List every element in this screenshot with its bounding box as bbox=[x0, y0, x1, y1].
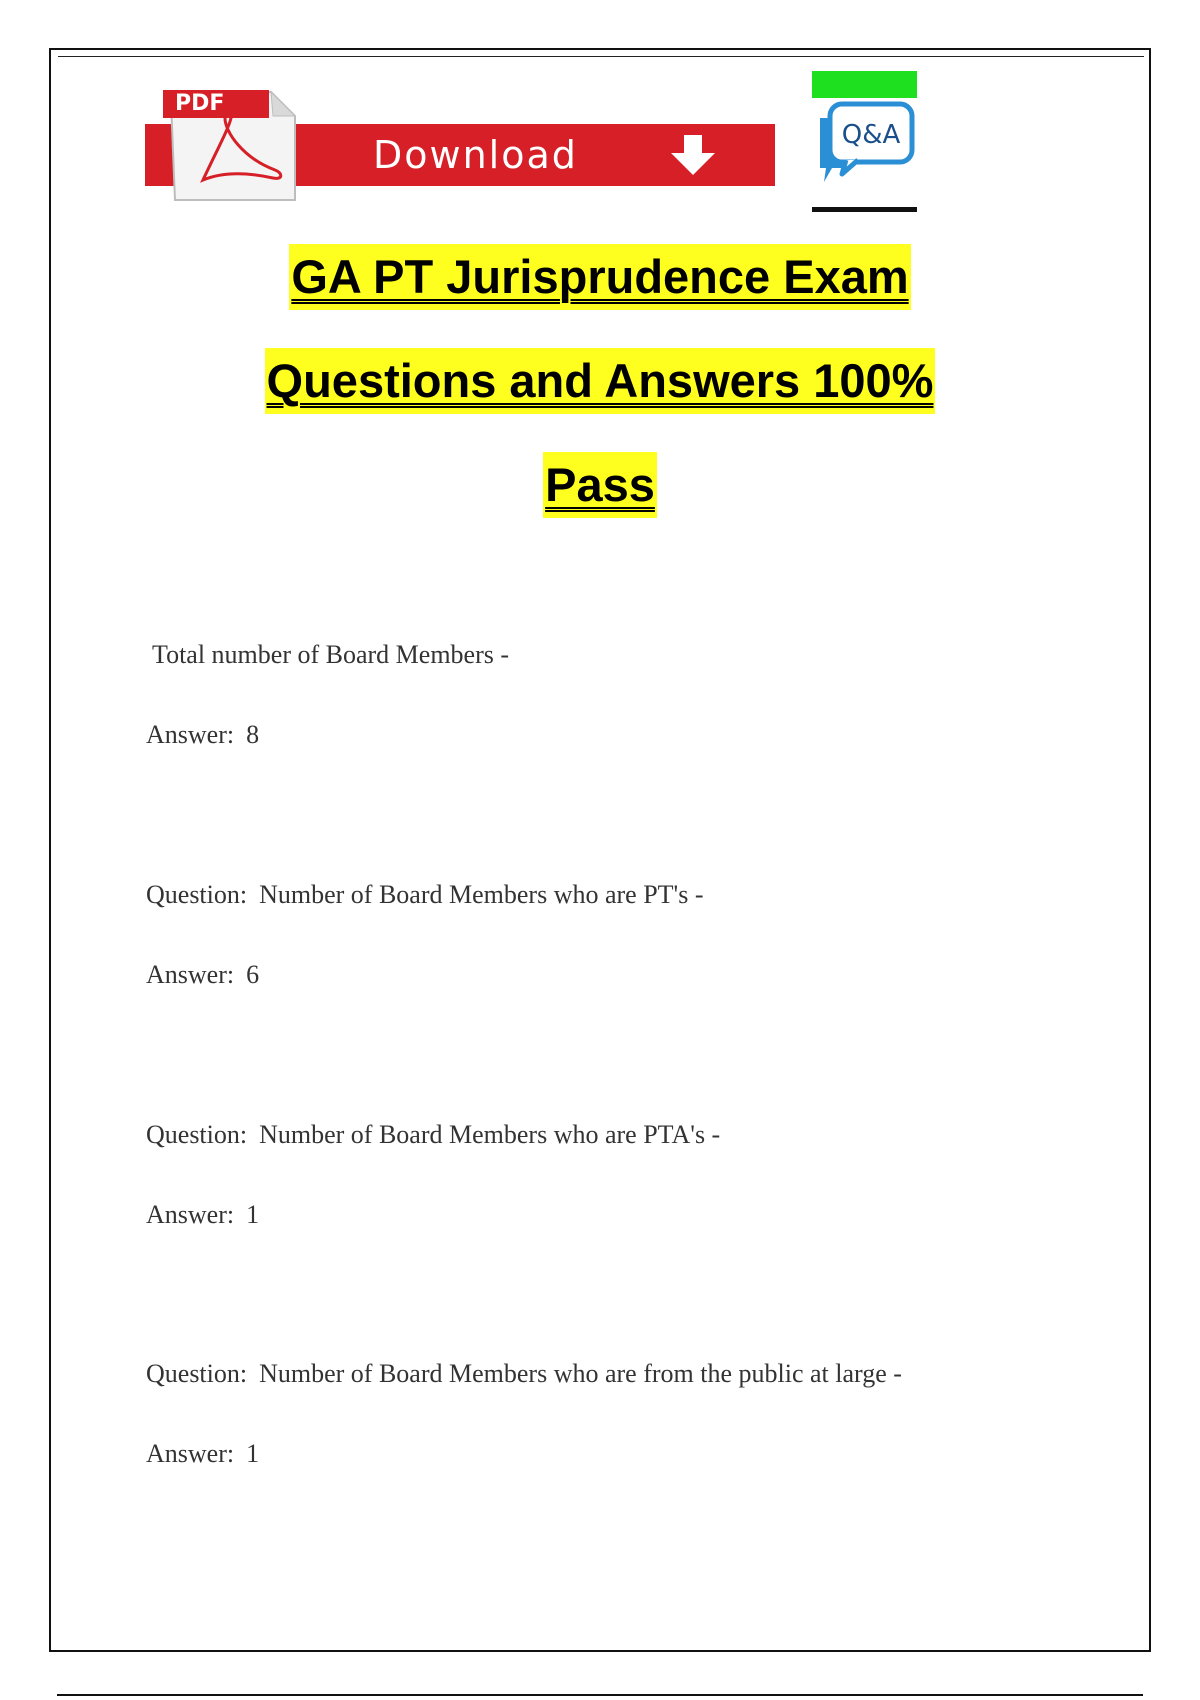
page-frame-top-rule bbox=[58, 56, 1144, 57]
qa-chat-bubbles-icon bbox=[812, 71, 917, 213]
download-label[interactable]: Download bbox=[373, 133, 578, 177]
answer bbox=[146, 1200, 259, 1230]
title-line-2 bbox=[100, 348, 1100, 452]
answer-prefix: Answer: bbox=[146, 960, 235, 989]
pdf-document-icon bbox=[163, 84, 299, 202]
title-text-1: GA PT Jurisprudence Exam bbox=[289, 244, 910, 310]
download-arrow-icon bbox=[667, 133, 719, 177]
question bbox=[146, 880, 704, 910]
question-prefix: Question: bbox=[146, 1359, 248, 1388]
answer-text: 8 bbox=[246, 720, 260, 749]
answer bbox=[146, 720, 259, 750]
title-line-3 bbox=[100, 452, 1100, 556]
answer-prefix: Answer: bbox=[146, 1200, 235, 1229]
answer bbox=[146, 960, 259, 990]
title-line-1 bbox=[100, 244, 1100, 348]
answer-prefix: Answer: bbox=[146, 1439, 235, 1468]
pdf-tag: PDF bbox=[163, 90, 269, 118]
title-text-2: Questions and Answers 100% bbox=[265, 348, 936, 414]
question-text: Number of Board Members who are PT's - bbox=[259, 880, 704, 909]
chat-bubbles-icon bbox=[812, 98, 917, 210]
answer-text: 1 bbox=[246, 1439, 260, 1468]
title-text-3: Pass bbox=[543, 452, 657, 518]
qa-bottom-bar bbox=[812, 207, 917, 212]
pdf-download-banner[interactable] bbox=[145, 78, 780, 203]
answer bbox=[146, 1439, 259, 1469]
question bbox=[146, 1120, 720, 1150]
qa-green-bar bbox=[812, 71, 917, 98]
question-prefix: Question: bbox=[146, 880, 248, 909]
question bbox=[152, 640, 509, 670]
answer-text: 6 bbox=[246, 960, 260, 989]
footer-rule bbox=[57, 1694, 1143, 1696]
answer-prefix: Answer: bbox=[146, 720, 235, 749]
question bbox=[146, 1359, 902, 1389]
qa-label: Q&A bbox=[841, 120, 901, 150]
answer-text: 1 bbox=[246, 1200, 260, 1229]
question-text: Total number of Board Members - bbox=[152, 640, 510, 669]
document-title bbox=[100, 244, 1100, 556]
question-prefix: Question: bbox=[146, 1120, 248, 1149]
question-text: Number of Board Members who are PTA's - bbox=[259, 1120, 721, 1149]
question-text: Number of Board Members who are from the public at large - bbox=[259, 1359, 902, 1388]
